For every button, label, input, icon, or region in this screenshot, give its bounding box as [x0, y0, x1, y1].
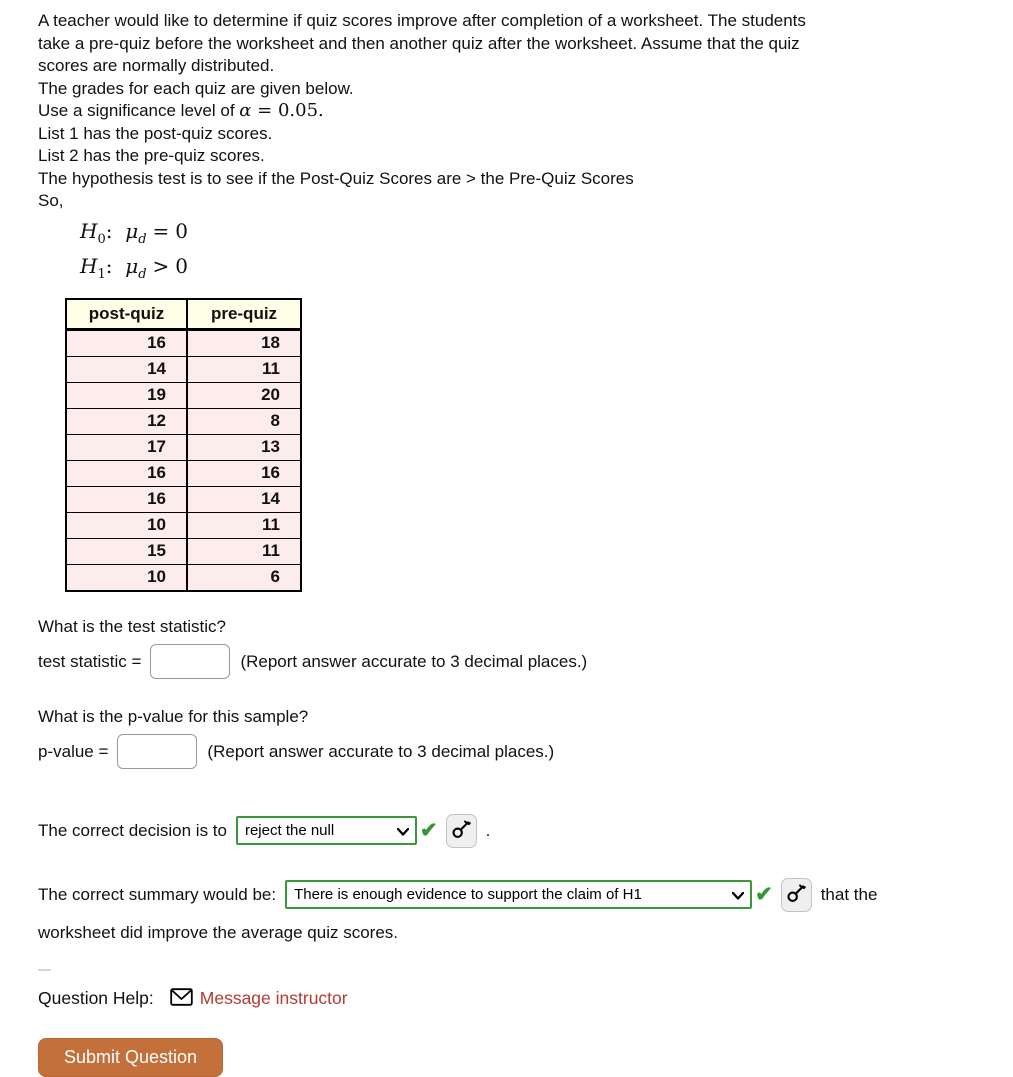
summary-select[interactable] — [285, 880, 752, 909]
post-quiz-cell: 12 — [66, 408, 187, 434]
post-quiz-cell: 17 — [66, 434, 187, 460]
summary-continuation: worksheet did improve the average quiz scores. — [38, 922, 399, 942]
test-statistic-prompt: What is the test statistic? — [38, 616, 227, 636]
intro-line: List 2 has the pre-quiz scores. — [38, 146, 265, 165]
table-row — [66, 434, 301, 460]
post-quiz-cell: 19 — [66, 382, 187, 408]
p-value-input[interactable] — [117, 734, 197, 769]
message-instructor-link[interactable]: Message instructor — [199, 987, 348, 1008]
decision-row — [38, 814, 1013, 848]
post-quiz-cell: 14 — [66, 356, 187, 382]
summary-row — [38, 878, 1013, 912]
post-quiz-cell: 16 — [66, 329, 187, 356]
table-row — [66, 486, 301, 512]
post-quiz-cell: 10 — [66, 512, 187, 538]
table-row — [66, 329, 301, 356]
key-icon — [786, 882, 806, 907]
key-icon — [451, 818, 471, 843]
pre-quiz-cell: 11 — [187, 538, 301, 564]
post-quiz-cell: 10 — [66, 564, 187, 591]
intro-line: take a pre-quiz before the worksheet and then another quiz after the worksheet. Assume that the quiz — [38, 33, 800, 53]
post-quiz-cell: 16 — [66, 486, 187, 512]
intro-line: A teacher would like to determine if quiz scores improve after completion of a worksheet. The students — [38, 11, 806, 30]
correct-check-icon: ✔ — [755, 883, 773, 906]
decision-select[interactable] — [236, 816, 417, 845]
post-quiz-cell: 15 — [66, 538, 187, 564]
p-value-note: (Report answer accurate to 3 decimal places.) — [207, 741, 555, 761]
table-row — [66, 408, 301, 434]
intro-paragraph — [38, 10, 1013, 213]
alpha-symbol: α — [239, 100, 252, 121]
p-value-label: p-value = — [38, 741, 109, 761]
intro-line: List 1 has the post-quiz scores. — [38, 123, 273, 143]
envelope-icon — [170, 988, 193, 1011]
significance-line: Use a significance level of α = 0.05. — [38, 100, 324, 121]
table-row — [66, 538, 301, 564]
post-quiz-header: post-quiz — [66, 299, 187, 330]
p-value-prompt: What is the p-value for this sample? — [38, 706, 309, 726]
question-help-label: Question Help: — [38, 987, 154, 1008]
pre-quiz-cell: 13 — [187, 434, 301, 460]
summary-suffix: that the — [820, 884, 878, 904]
table-row — [66, 512, 301, 538]
pre-quiz-cell: 20 — [187, 382, 301, 408]
intro-line: The grades for each quiz are given below. — [38, 78, 354, 98]
table-row — [66, 356, 301, 382]
test-statistic-row — [38, 642, 1013, 682]
scores-table — [65, 298, 302, 592]
submit-question-button[interactable]: Submit Question — [38, 1038, 223, 1077]
table-row — [66, 382, 301, 408]
p-value-row — [38, 732, 1013, 772]
answer-key-button[interactable] — [446, 814, 477, 848]
test-statistic-input[interactable] — [150, 644, 230, 679]
pre-quiz-cell: 8 — [187, 408, 301, 434]
intro-line: scores are normally distributed. — [38, 56, 275, 75]
summary-prefix: The correct summary would be: — [38, 884, 277, 904]
hypothesis-h0: $H_0$: $\mu_d = 0$ — [80, 218, 189, 247]
correct-check-icon: ✔ — [419, 819, 438, 842]
test-statistic-note: (Report answer accurate to 3 decimal places.) — [240, 651, 588, 671]
table-row — [66, 460, 301, 486]
hypothesis-h1: $H_1$: $\mu_d > 0$ — [80, 253, 189, 282]
table-row — [66, 564, 301, 591]
table-header-row — [66, 299, 301, 330]
intro-line: The hypothesis test is to see if the Post-Quiz Scores are > the Pre-Quiz Scores — [38, 168, 634, 188]
pre-quiz-cell: 16 — [187, 460, 301, 486]
summary-select-wrap — [285, 880, 752, 909]
pre-quiz-cell: 11 — [187, 356, 301, 382]
divider — [38, 969, 51, 971]
pre-quiz-cell: 11 — [187, 512, 301, 538]
pre-quiz-header: pre-quiz — [187, 299, 301, 330]
pre-quiz-cell: 6 — [187, 564, 301, 591]
hypotheses-block — [80, 218, 1013, 288]
test-statistic-label: test statistic = — [38, 651, 142, 671]
question-help-row — [38, 986, 1013, 1011]
decision-prefix: The correct decision is to — [38, 820, 227, 840]
decision-suffix: . — [485, 820, 491, 840]
answer-key-button[interactable] — [781, 878, 812, 912]
post-quiz-cell: 16 — [66, 460, 187, 486]
pre-quiz-cell: 18 — [187, 329, 301, 356]
decision-select-wrap — [236, 816, 417, 845]
intro-line: So, — [38, 191, 64, 210]
pre-quiz-cell: 14 — [187, 486, 301, 512]
